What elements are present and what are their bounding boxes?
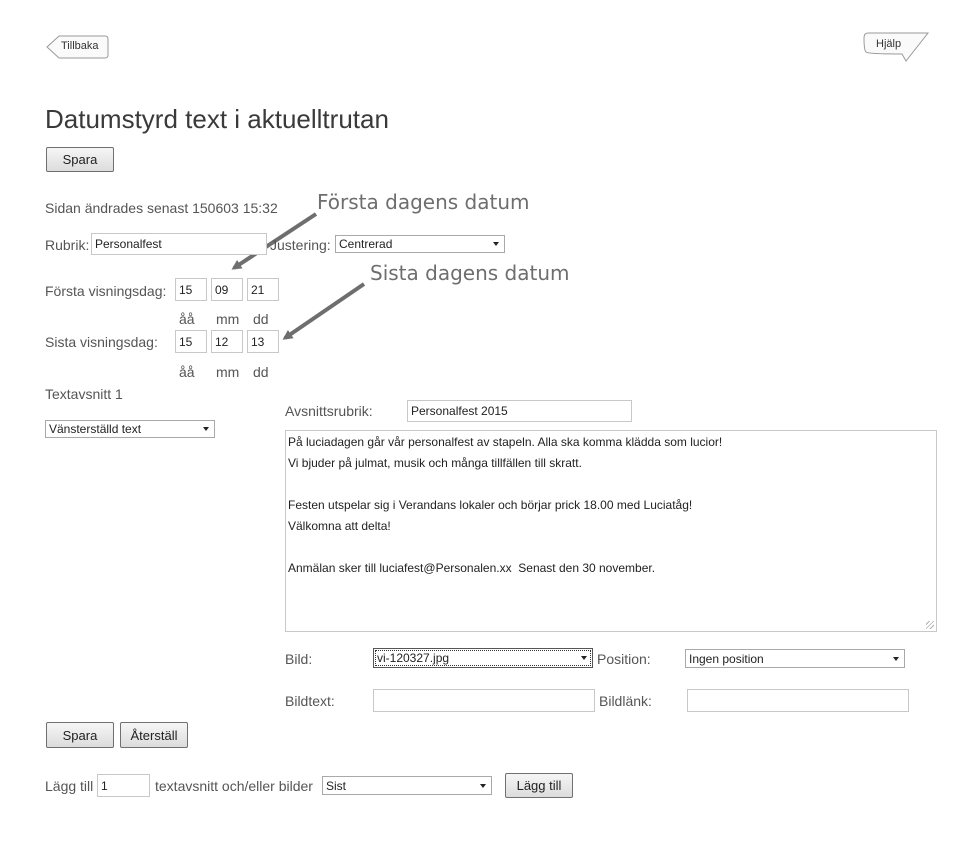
add-placement-select[interactable]	[322, 776, 492, 795]
add-middle-label: textavsnitt och/eller bilder	[155, 778, 313, 794]
section-body-textarea[interactable]	[285, 430, 937, 632]
body-line: Välkomna att delta!	[288, 519, 391, 533]
section-alignment-value: Vänsterställd text	[49, 422, 142, 436]
last-day-mm-input[interactable]	[211, 330, 243, 353]
add-button[interactable]: Lägg till	[505, 773, 573, 798]
last-day-unit-mm: mm	[216, 364, 240, 380]
position-label: Position:	[597, 651, 651, 667]
annotation-arrow-last-day	[285, 284, 364, 338]
image-label: Bild:	[285, 651, 313, 667]
first-day-unit-mm: mm	[216, 311, 240, 327]
justification-label: Justering:	[270, 237, 331, 253]
position-select-value: Ingen position	[689, 651, 764, 666]
chevron-down-icon	[893, 657, 899, 661]
help-button-label: Hjälp	[876, 38, 902, 50]
last-changed-text: Sidan ändrades senast 150603 15:32	[45, 200, 278, 216]
last-day-unit-dd: dd	[253, 364, 269, 380]
justification-select[interactable]	[335, 235, 505, 253]
section-alignment-select[interactable]	[45, 420, 215, 438]
chevron-down-icon	[493, 242, 499, 246]
last-day-label: Sista visningsdag:	[45, 334, 158, 350]
body-line	[288, 474, 934, 495]
section-heading-input[interactable]	[407, 400, 632, 422]
section-title: Textavsnitt 1	[45, 386, 123, 402]
last-day-unit-yy: åå	[179, 364, 195, 380]
heading-label: Rubrik:	[45, 237, 90, 253]
chevron-down-icon	[203, 427, 209, 431]
add-prefix-label: Lägg till	[45, 778, 94, 794]
image-select-value: vi-120327.jpg	[377, 651, 450, 665]
resize-grip-icon[interactable]	[926, 621, 934, 629]
first-day-label: Första visningsdag:	[45, 283, 167, 299]
chevron-down-icon	[480, 784, 486, 788]
heading-input[interactable]	[91, 233, 267, 255]
first-day-unit-dd: dd	[253, 311, 269, 327]
body-line	[288, 537, 934, 558]
caption-input[interactable]	[373, 689, 595, 712]
body-line: På luciadagen går vår personalfest av stapeln. Alla ska komma klädda som lucior!	[288, 435, 723, 449]
annotation-first-day: Första dagens datum	[317, 190, 530, 214]
first-day-dd-input[interactable]	[247, 278, 279, 301]
last-day-yy-input[interactable]	[175, 330, 207, 353]
page-title: Datumstyrd text i aktuelltrutan	[45, 104, 389, 134]
first-day-yy-input[interactable]	[175, 278, 207, 301]
justification-select-value: Centrerad	[339, 237, 393, 251]
first-day-unit-yy: åå	[179, 311, 195, 327]
body-line: Vi bjuder på julmat, musik och många tillfällen till skratt.	[288, 456, 582, 470]
last-day-dd-input[interactable]	[247, 330, 279, 353]
first-day-mm-input[interactable]	[211, 278, 243, 301]
add-count-input[interactable]	[97, 774, 150, 797]
link-label: Bildlänk:	[599, 693, 652, 709]
save-button-bottom[interactable]: Spara	[46, 722, 114, 748]
annotation-last-day: Sista dagens datum	[370, 261, 570, 285]
reset-button[interactable]: Återställ	[120, 722, 188, 748]
position-select[interactable]	[685, 649, 905, 668]
back-button-label: Tillbaka	[61, 40, 99, 52]
link-input[interactable]	[687, 689, 909, 712]
add-placement-value: Sist	[326, 778, 347, 793]
save-button-top[interactable]: Spara	[46, 147, 114, 172]
section-heading-label: Avsnittsrubrik:	[285, 403, 373, 419]
body-line: Anmälan sker till luciafest@Personalen.xx Senast den 30 november.	[288, 561, 656, 575]
chevron-down-icon	[581, 656, 587, 660]
image-select[interactable]	[373, 648, 593, 668]
caption-label: Bildtext:	[285, 693, 335, 709]
body-line: Festen utspelar sig i Verandans lokaler och börjar prick 18.00 med Luciatåg!	[288, 498, 693, 512]
